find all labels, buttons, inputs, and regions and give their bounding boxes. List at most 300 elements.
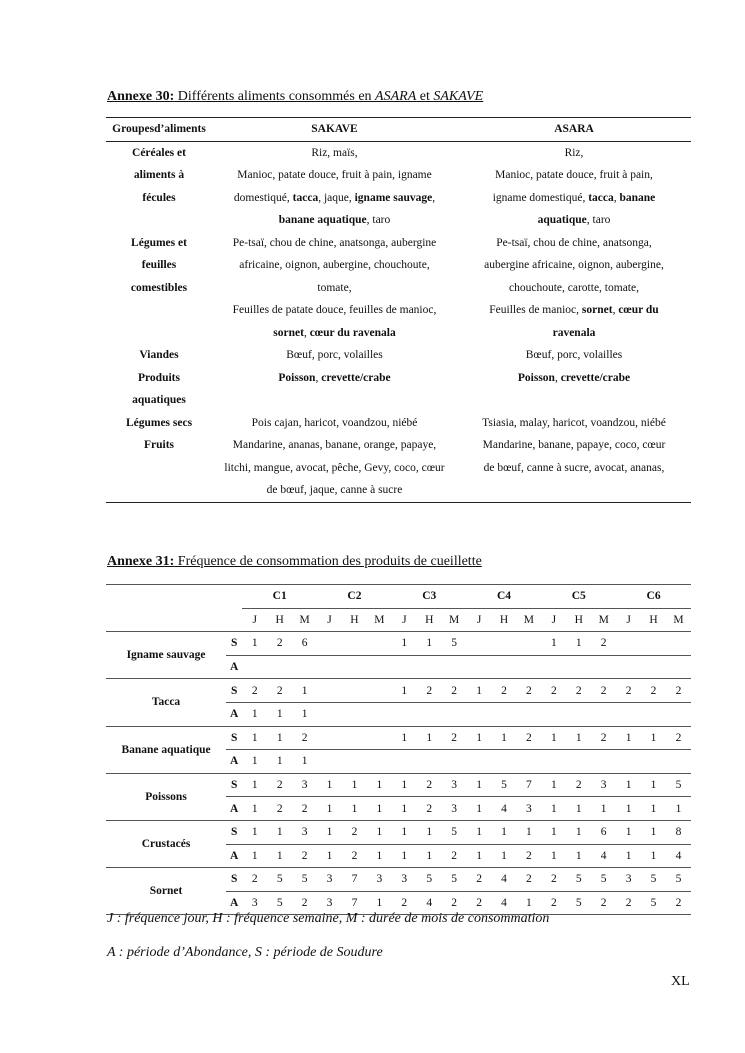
frequency-value: 2 — [566, 679, 591, 703]
frequency-value: 4 — [492, 797, 517, 821]
frequency-value: 5 — [292, 868, 317, 892]
frequency-value: 2 — [591, 632, 616, 656]
frequency-value: 2 — [591, 726, 616, 750]
frequency-value — [342, 632, 367, 656]
frequency-subheader: J — [467, 608, 492, 632]
frequency-value — [541, 750, 566, 774]
asara-foods: Bœuf, porc, volailles — [525, 349, 623, 361]
frequency-value: 1 — [242, 773, 267, 797]
frequency-value: 2 — [641, 679, 666, 703]
frequency-value: 1 — [566, 820, 591, 844]
period-label: S — [226, 726, 242, 750]
frequency-subheader: J — [616, 608, 641, 632]
food-group-name: Produits aquatiques — [132, 371, 186, 406]
annexe-30-caption — [107, 89, 483, 105]
frequency-subheader: M — [516, 608, 541, 632]
frequency-value — [492, 702, 517, 726]
frequency-subheader: M — [292, 608, 317, 632]
food-group-name: Légumes secs — [125, 416, 193, 429]
frequency-value — [242, 655, 267, 679]
frequency-value: 1 — [641, 773, 666, 797]
frequency-value: 1 — [317, 844, 342, 868]
frequency-value: 2 — [267, 632, 292, 656]
frequency-value: 1 — [367, 820, 392, 844]
period-label: A — [226, 844, 242, 868]
legend-note-frequency: J : fréquence jour, H : fréquence semaine, M : durée de mois de consommation — [107, 911, 550, 926]
annexe-30-title: Différents aliments consommés en — [174, 89, 376, 104]
frequency-subheader: M — [591, 608, 616, 632]
frequency-value: 1 — [492, 820, 517, 844]
period-label: A — [226, 750, 242, 774]
frequency-value — [492, 655, 517, 679]
period-label: A — [226, 797, 242, 821]
frequency-value: 1 — [292, 750, 317, 774]
period-label: S — [226, 632, 242, 656]
frequency-value: 1 — [566, 797, 591, 821]
frequency-value: 3 — [317, 891, 342, 915]
food-group-row — [106, 434, 691, 502]
frequency-value: 1 — [541, 844, 566, 868]
food-group-row — [106, 344, 691, 367]
annexe-30-site-2: SAKAVE — [433, 89, 484, 104]
frequency-value — [516, 750, 541, 774]
annexe-31-label: Annexe 31: — [107, 554, 175, 569]
asara-foods: Tsiasia, malay, haricot, voandzou, niébé — [482, 416, 666, 429]
annexe-30-label: Annexe 30: — [107, 89, 175, 104]
frequency-value: 3 — [367, 868, 392, 892]
frequency-value — [591, 750, 616, 774]
frequency-value: 1 — [317, 773, 342, 797]
sakave-foods: Bœuf, porc, volailles — [286, 349, 383, 361]
frequency-value: 2 — [516, 868, 541, 892]
frequency-value — [442, 750, 467, 774]
frequency-value: 7 — [342, 868, 367, 892]
frequency-value: 2 — [467, 868, 492, 892]
period-label: S — [226, 679, 242, 703]
frequency-value: 5 — [492, 773, 517, 797]
frequency-value: 2 — [392, 891, 417, 915]
frequency-value: 2 — [292, 844, 317, 868]
frequency-value: 2 — [442, 726, 467, 750]
frequency-value — [616, 632, 641, 656]
frequency-value — [367, 702, 392, 726]
frequency-value: 1 — [242, 797, 267, 821]
frequency-value: 1 — [267, 702, 292, 726]
frequency-value: 1 — [467, 679, 492, 703]
frequency-value: 6 — [292, 632, 317, 656]
frequency-value: 1 — [516, 820, 541, 844]
frequency-value: 1 — [392, 820, 417, 844]
frequency-value: 1 — [267, 820, 292, 844]
food-group-row — [106, 232, 691, 345]
frequency-value — [492, 632, 517, 656]
frequency-value: 2 — [267, 797, 292, 821]
frequency-value — [417, 750, 442, 774]
frequency-value: 1 — [242, 820, 267, 844]
frequency-value — [367, 632, 392, 656]
campaign-header: C1 — [242, 585, 317, 609]
frequency-value — [367, 726, 392, 750]
frequency-value — [566, 655, 591, 679]
frequency-value — [367, 750, 392, 774]
frequency-value — [467, 702, 492, 726]
frequency-value: 1 — [267, 750, 292, 774]
frequency-value: 3 — [242, 891, 267, 915]
frequency-value: 2 — [442, 891, 467, 915]
frequency-value — [267, 655, 292, 679]
frequency-value: 1 — [392, 679, 417, 703]
frequency-value: 5 — [417, 868, 442, 892]
frequency-value — [641, 632, 666, 656]
header-blank — [106, 585, 242, 632]
frequency-value: 1 — [417, 844, 442, 868]
frequency-value — [516, 702, 541, 726]
frequency-value: 1 — [467, 820, 492, 844]
frequency-value — [367, 655, 392, 679]
period-label: S — [226, 773, 242, 797]
frequency-value: 1 — [292, 679, 317, 703]
frequency-value — [566, 702, 591, 726]
frequency-value: 2 — [541, 868, 566, 892]
frequency-value — [666, 702, 691, 726]
frequency-subheader: J — [541, 608, 566, 632]
frequency-value: 5 — [267, 868, 292, 892]
product-name: Poissons — [106, 773, 226, 820]
frequency-value: 1 — [367, 844, 392, 868]
frequency-subheader: H — [417, 608, 442, 632]
frequency-value: 1 — [467, 773, 492, 797]
frequency-value — [392, 655, 417, 679]
frequency-subheader: H — [566, 608, 591, 632]
frequency-value: 1 — [566, 844, 591, 868]
campaign-header: C2 — [317, 585, 392, 609]
frequency-value: 1 — [242, 632, 267, 656]
frequency-subheader: H — [267, 608, 292, 632]
frequency-value: 1 — [541, 726, 566, 750]
asara-foods: Poisson, crevette/crabe — [517, 371, 631, 384]
frequency-value: 1 — [317, 820, 342, 844]
frequency-value: 5 — [641, 868, 666, 892]
frequency-value: 1 — [541, 632, 566, 656]
frequency-value: 3 — [292, 820, 317, 844]
frequency-value: 2 — [292, 891, 317, 915]
annexe-31-caption — [107, 554, 482, 570]
frequency-value — [317, 655, 342, 679]
product-name: Crustacés — [106, 820, 226, 867]
frequency-value — [417, 655, 442, 679]
frequency-value: 1 — [616, 820, 641, 844]
frequency-value: 1 — [566, 726, 591, 750]
frequency-value: 2 — [417, 679, 442, 703]
frequency-value: 1 — [392, 632, 417, 656]
frequency-row — [106, 773, 691, 797]
frequency-value: 1 — [541, 797, 566, 821]
frequency-value: 1 — [242, 702, 267, 726]
frequency-value — [442, 655, 467, 679]
frequency-value: 1 — [417, 726, 442, 750]
frequency-value — [616, 702, 641, 726]
frequency-value — [317, 679, 342, 703]
food-group-name: Céréales et aliments à fécules — [132, 146, 186, 204]
frequency-value: 2 — [292, 797, 317, 821]
frequency-value: 5 — [666, 868, 691, 892]
frequency-value: 5 — [442, 632, 467, 656]
frequency-value: 2 — [417, 773, 442, 797]
frequency-value: 7 — [516, 773, 541, 797]
frequency-value: 1 — [591, 797, 616, 821]
frequency-value: 5 — [566, 891, 591, 915]
food-group-name: Fruits — [143, 439, 175, 451]
frequency-subheader: J — [392, 608, 417, 632]
frequency-value — [467, 750, 492, 774]
frequency-value — [566, 750, 591, 774]
product-name: Igname sauvage — [106, 632, 226, 679]
frequency-value: 1 — [467, 844, 492, 868]
frequency-row — [106, 632, 691, 656]
frequency-value: 3 — [616, 868, 641, 892]
frequency-value: 1 — [242, 726, 267, 750]
frequency-value — [317, 750, 342, 774]
annexe-31-table — [106, 584, 691, 915]
product-name: Banane aquatique — [106, 726, 226, 773]
frequency-value — [442, 702, 467, 726]
frequency-value: 1 — [242, 844, 267, 868]
period-label: A — [226, 891, 242, 915]
frequency-value: 1 — [467, 797, 492, 821]
frequency-subheader: J — [242, 608, 267, 632]
frequency-value: 4 — [666, 844, 691, 868]
frequency-value — [317, 632, 342, 656]
sakave-foods: Riz, maïs, Manioc, patate douce, fruit à pain, igname domestiqué, tacca, jaque, igname sauvage, banane aquatique, taro — [233, 146, 436, 226]
frequency-value — [616, 750, 641, 774]
frequency-value — [591, 702, 616, 726]
frequency-value: 1 — [516, 891, 541, 915]
frequency-value: 1 — [492, 726, 517, 750]
frequency-value: 3 — [442, 797, 467, 821]
frequency-value: 1 — [492, 844, 517, 868]
frequency-value: 1 — [367, 773, 392, 797]
sakave-foods: Pois cajan, haricot, voandzou, niébé — [251, 416, 418, 429]
frequency-value: 2 — [342, 820, 367, 844]
frequency-value: 5 — [267, 891, 292, 915]
period-label: A — [226, 655, 242, 679]
frequency-value: 1 — [641, 844, 666, 868]
frequency-subheader: H — [342, 608, 367, 632]
frequency-value: 2 — [516, 679, 541, 703]
frequency-value: 4 — [417, 891, 442, 915]
frequency-value: 1 — [317, 797, 342, 821]
header-asara: ASARA — [554, 123, 594, 135]
frequency-value: 1 — [242, 750, 267, 774]
product-name: Tacca — [106, 679, 226, 726]
frequency-value: 2 — [267, 679, 292, 703]
frequency-row — [106, 726, 691, 750]
annexe-31-title: Fréquence de consommation des produits de cueillette — [174, 554, 482, 569]
frequency-value: 1 — [616, 773, 641, 797]
food-group-name: Viandes — [139, 349, 179, 361]
frequency-value: 2 — [467, 891, 492, 915]
frequency-value: 1 — [616, 844, 641, 868]
frequency-value — [317, 702, 342, 726]
frequency-value — [292, 655, 317, 679]
asara-foods: Riz, Manioc, patate douce, fruit à pain, igname domestiqué, tacca, banane aquatique, taro — [492, 146, 656, 226]
food-group-row — [106, 141, 691, 232]
asara-foods: Pe-tsaï, chou de chine, anatsonga, aubergine africaine, oignon, aubergine, chouchoute, carotte, tomate, Feuilles de manioc, sornet, cœur du ravenala — [484, 236, 664, 339]
frequency-value — [641, 702, 666, 726]
frequency-value: 1 — [641, 797, 666, 821]
frequency-value: 1 — [367, 891, 392, 915]
frequency-value: 2 — [516, 726, 541, 750]
frequency-value: 5 — [666, 773, 691, 797]
frequency-value: 2 — [267, 773, 292, 797]
frequency-value: 1 — [267, 726, 292, 750]
frequency-subheader: M — [666, 608, 691, 632]
frequency-value: 2 — [591, 679, 616, 703]
frequency-value: 3 — [516, 797, 541, 821]
frequency-value — [641, 655, 666, 679]
frequency-value: 2 — [541, 891, 566, 915]
period-label: S — [226, 868, 242, 892]
header-sakave: SAKAVE — [311, 123, 358, 135]
frequency-value: 2 — [616, 679, 641, 703]
frequency-value: 2 — [342, 844, 367, 868]
frequency-value — [392, 750, 417, 774]
frequency-value: 1 — [467, 726, 492, 750]
product-name: Sornet — [106, 868, 226, 915]
frequency-value: 6 — [591, 820, 616, 844]
frequency-value: 1 — [666, 797, 691, 821]
frequency-value: 1 — [641, 726, 666, 750]
frequency-value: 4 — [591, 844, 616, 868]
frequency-value: 3 — [392, 868, 417, 892]
frequency-value: 8 — [666, 820, 691, 844]
frequency-value: 2 — [242, 868, 267, 892]
frequency-value: 5 — [641, 891, 666, 915]
frequency-value — [641, 750, 666, 774]
campaign-header: C4 — [467, 585, 542, 609]
frequency-value — [666, 632, 691, 656]
legend-note-period: A : période d’Abondance, S : période de Soudure — [107, 945, 383, 960]
campaign-header: C5 — [541, 585, 616, 609]
frequency-value: 2 — [566, 773, 591, 797]
frequency-value: 1 — [267, 844, 292, 868]
frequency-value — [342, 655, 367, 679]
frequency-value — [666, 750, 691, 774]
frequency-subheader: M — [367, 608, 392, 632]
annexe-30-connector: et — [416, 89, 434, 104]
frequency-value — [591, 655, 616, 679]
frequency-value — [392, 702, 417, 726]
food-group-name: Légumes et feuilles comestibles — [130, 236, 188, 294]
frequency-value — [417, 702, 442, 726]
frequency-value: 1 — [616, 726, 641, 750]
frequency-value — [616, 655, 641, 679]
frequency-value: 2 — [666, 679, 691, 703]
frequency-value: 5 — [442, 868, 467, 892]
frequency-value: 3 — [442, 773, 467, 797]
frequency-value: 2 — [666, 891, 691, 915]
frequency-value: 7 — [342, 891, 367, 915]
campaign-header: C3 — [392, 585, 467, 609]
header-groupes: Groupesd’aliments — [112, 123, 206, 135]
annexe-30-table — [106, 117, 691, 503]
frequency-row — [106, 868, 691, 892]
frequency-value: 1 — [392, 797, 417, 821]
frequency-value: 1 — [641, 820, 666, 844]
frequency-value — [516, 632, 541, 656]
frequency-value: 3 — [292, 773, 317, 797]
frequency-value: 5 — [442, 820, 467, 844]
frequency-value: 4 — [492, 868, 517, 892]
frequency-value: 1 — [392, 773, 417, 797]
frequency-value: 5 — [591, 868, 616, 892]
frequency-value: 3 — [591, 773, 616, 797]
frequency-value — [342, 702, 367, 726]
frequency-value — [666, 655, 691, 679]
frequency-subheader: M — [442, 608, 467, 632]
period-label: S — [226, 820, 242, 844]
frequency-value: 2 — [666, 726, 691, 750]
frequency-value: 2 — [292, 726, 317, 750]
frequency-value: 3 — [317, 868, 342, 892]
frequency-value: 2 — [516, 844, 541, 868]
frequency-value — [317, 726, 342, 750]
frequency-value: 2 — [442, 679, 467, 703]
frequency-value: 2 — [442, 844, 467, 868]
frequency-subheader: J — [317, 608, 342, 632]
frequency-value — [467, 632, 492, 656]
frequency-value: 1 — [392, 726, 417, 750]
frequency-value — [342, 679, 367, 703]
frequency-value: 1 — [616, 797, 641, 821]
frequency-value — [342, 726, 367, 750]
frequency-value: 1 — [367, 797, 392, 821]
frequency-value — [342, 750, 367, 774]
frequency-value: 5 — [566, 868, 591, 892]
sakave-foods: Pe-tsaï, chou de chine, anatsonga, aubergine africaine, oignon, aubergine, chouchoute, tomate, Feuilles de patate douce, feuilles de manioc, sornet, cœur du ravenala — [232, 236, 437, 339]
frequency-value: 2 — [242, 679, 267, 703]
frequency-value: 1 — [342, 773, 367, 797]
frequency-subheader: H — [641, 608, 666, 632]
sakave-foods: Poisson, crevette/crabe — [278, 371, 391, 384]
frequency-value: 1 — [417, 632, 442, 656]
frequency-value — [541, 655, 566, 679]
frequency-value — [467, 655, 492, 679]
frequency-value — [367, 679, 392, 703]
food-group-row — [106, 412, 691, 435]
asara-foods: Mandarine, banane, papaye, coco, cœur de bœuf, canne à sucre, avocat, ananas, — [482, 439, 666, 474]
frequency-value: 1 — [566, 632, 591, 656]
food-group-row — [106, 367, 691, 412]
frequency-value: 1 — [392, 844, 417, 868]
frequency-value — [516, 655, 541, 679]
page-number: XL — [671, 974, 690, 989]
frequency-value: 1 — [417, 820, 442, 844]
frequency-value: 1 — [292, 702, 317, 726]
sakave-foods: Mandarine, ananas, banane, orange, papaye, litchi, mangue, avocat, pêche, Gevy, coco, cœur de bœuf, jaque, canne à sucre — [224, 439, 445, 496]
frequency-value: 2 — [541, 679, 566, 703]
frequency-subheader: H — [492, 608, 517, 632]
annexe-30-site-1: ASARA — [375, 89, 417, 104]
frequency-value: 2 — [417, 797, 442, 821]
frequency-value: 1 — [342, 797, 367, 821]
frequency-value: 2 — [616, 891, 641, 915]
frequency-value — [492, 750, 517, 774]
frequency-value: 2 — [492, 679, 517, 703]
frequency-value: 1 — [541, 820, 566, 844]
frequency-value: 2 — [591, 891, 616, 915]
period-label: A — [226, 702, 242, 726]
